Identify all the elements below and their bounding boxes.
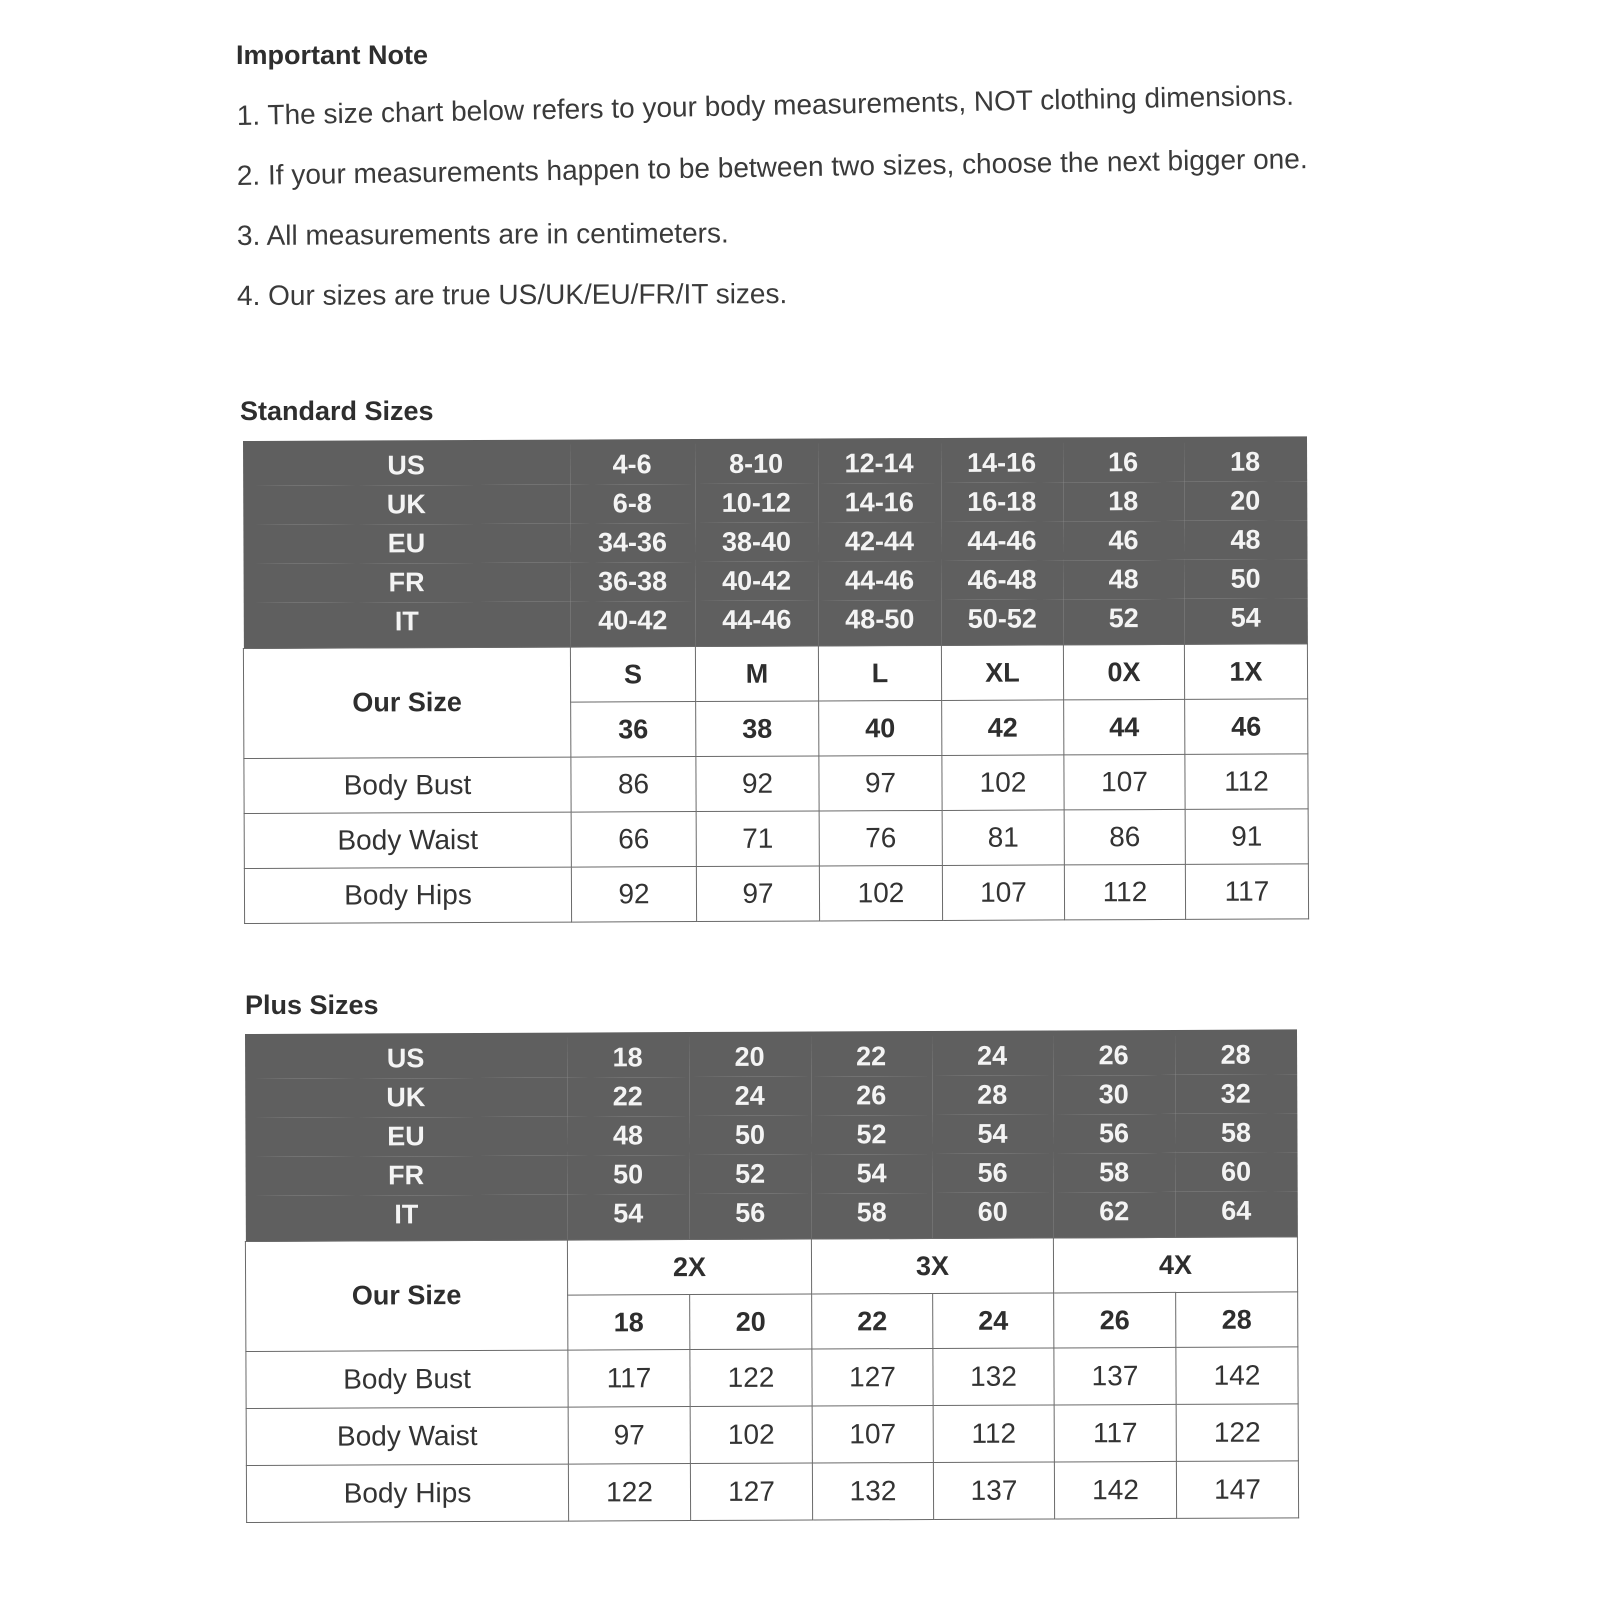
region-value: 26: [811, 1076, 932, 1116]
region-value: 22: [567, 1077, 689, 1117]
letter-size: L: [818, 645, 941, 701]
body-waist-row: [246, 1404, 1298, 1466]
region-value: 44-46: [695, 600, 818, 646]
measurement-value: 107: [1064, 754, 1185, 810]
plus-sizes-title: Plus Sizes: [245, 990, 379, 1020]
measurement-value: 71: [696, 811, 819, 867]
measurement-value: 97: [696, 866, 819, 922]
measurement-value: 97: [819, 755, 942, 811]
body-bust-row: [246, 1347, 1298, 1409]
standard-sizes-title: Standard Sizes: [240, 396, 434, 426]
region-value: 50: [1184, 559, 1307, 599]
region-value: 20: [1184, 481, 1307, 521]
region-value: 50-52: [941, 599, 1063, 645]
letter-size: XL: [941, 645, 1063, 701]
measurement-value: 122: [690, 1349, 812, 1407]
region-label: US: [245, 1033, 567, 1079]
measurement-value: 86: [1064, 809, 1185, 865]
region-value: 54: [932, 1114, 1053, 1154]
region-value: 58: [1053, 1153, 1175, 1193]
region-row-eu: [243, 520, 1307, 564]
region-label: EU: [245, 1117, 567, 1157]
measurement-value: 112: [933, 1405, 1054, 1463]
measurement-value: 102: [942, 755, 1064, 811]
letter-size: 1X: [1184, 644, 1307, 700]
numeric-size: 38: [696, 701, 819, 757]
important-note-list: [236, 79, 1308, 336]
numeric-size: 46: [1185, 699, 1308, 755]
region-value: 48: [567, 1116, 689, 1156]
region-value: 54: [1184, 598, 1307, 644]
measurement-value: 132: [933, 1348, 1054, 1406]
letter-size-row: [245, 1237, 1297, 1297]
numeric-size: 22: [812, 1293, 933, 1349]
region-row-uk: [245, 1074, 1297, 1118]
region-value: 48: [1184, 520, 1307, 560]
region-value: 22: [810, 1031, 931, 1077]
measurement-label: Body Hips: [244, 867, 571, 923]
region-value: 58: [811, 1193, 932, 1239]
region-value: 50: [567, 1155, 689, 1195]
our-size-label: Our Size: [243, 647, 570, 758]
note-item-2: 2. If your measurements happen to be between two sizes, choose the next bigger one.: [236, 143, 1308, 191]
region-value: 42-44: [818, 522, 941, 562]
measurement-value: 86: [571, 757, 696, 813]
measurement-value: 107: [942, 865, 1064, 921]
region-label: UK: [243, 485, 570, 525]
region-row-us: [243, 436, 1307, 486]
measurement-value: 112: [1064, 864, 1185, 920]
standard-size-table: [242, 436, 1309, 924]
region-label: EU: [243, 524, 570, 564]
region-value: 46: [1063, 521, 1184, 561]
letter-size: M: [695, 646, 818, 702]
body-bust-row: [244, 754, 1308, 814]
region-row-fr: [243, 559, 1307, 603]
measurement-value: 127: [812, 1348, 933, 1406]
measurement-value: 117: [1185, 864, 1308, 920]
region-value: 44-46: [941, 521, 1063, 561]
region-value: 40-42: [695, 561, 818, 601]
measurement-value: 97: [568, 1407, 690, 1465]
important-note-title: Important Note: [236, 40, 428, 70]
region-value: 16: [1062, 437, 1183, 483]
measurement-value: 102: [819, 865, 942, 921]
measurement-value: 137: [933, 1462, 1054, 1520]
region-value: 36-38: [570, 562, 695, 602]
numeric-size: 44: [1064, 699, 1185, 755]
region-value: 52: [689, 1155, 811, 1195]
measurement-value: 92: [696, 756, 819, 812]
numeric-size: 40: [819, 700, 942, 756]
region-value: 54: [567, 1194, 689, 1240]
region-row-it: [245, 1191, 1297, 1241]
numeric-size: 36: [571, 702, 696, 758]
region-value: 24: [689, 1077, 811, 1117]
measurement-value: 76: [819, 810, 942, 866]
region-value: 28: [1174, 1029, 1296, 1075]
measurement-value: 122: [568, 1464, 690, 1522]
note-item-1: 1. The size chart below refers to your body measurements, NOT clothing dimensions.: [236, 79, 1295, 131]
measurement-value: 117: [568, 1350, 690, 1408]
region-value: 18: [1063, 482, 1184, 522]
letter-size: 4X: [1053, 1237, 1297, 1293]
letter-size: 2X: [567, 1239, 811, 1295]
measurement-value: 122: [1176, 1404, 1298, 1462]
region-label: IT: [245, 1195, 567, 1242]
region-value: 26: [1052, 1030, 1174, 1076]
note-item-3: 3. All measurements are in centimeters.: [236, 217, 729, 251]
note-item-4: 4. Our sizes are true US/UK/EU/FR/IT sizes.: [236, 278, 788, 311]
region-value: 38-40: [695, 522, 818, 562]
numeric-size: 20: [690, 1294, 812, 1350]
region-value: 40-42: [570, 601, 695, 647]
region-value: 46-48: [941, 560, 1063, 600]
region-row-fr: [245, 1152, 1297, 1196]
region-value: 60: [932, 1192, 1053, 1238]
region-value: 6-8: [570, 484, 695, 524]
letter-size: 0X: [1063, 644, 1184, 700]
region-label: FR: [245, 1156, 567, 1196]
body-waist-row: [244, 809, 1308, 869]
measurement-label: Body Waist: [246, 1407, 568, 1465]
measurement-value: 142: [1176, 1347, 1298, 1405]
region-value: 52: [1063, 599, 1184, 645]
our-size-label: Our Size: [245, 1240, 567, 1351]
region-value: 4-6: [569, 439, 694, 485]
plus-size-table: [244, 1029, 1299, 1523]
numeric-size: 24: [933, 1293, 1054, 1349]
measurement-value: 142: [1054, 1461, 1176, 1519]
region-value: 28: [932, 1075, 1053, 1115]
region-value: 52: [811, 1115, 932, 1155]
region-value: 34-36: [570, 523, 695, 563]
region-value: 8-10: [694, 438, 817, 484]
region-row-eu: [245, 1113, 1297, 1157]
letter-size: S: [570, 647, 695, 703]
region-value: 16-18: [941, 482, 1063, 522]
region-value: 62: [1053, 1192, 1175, 1238]
measurement-value: 102: [690, 1406, 812, 1464]
measurement-label: Body Bust: [246, 1350, 568, 1408]
region-value: 48-50: [818, 600, 941, 646]
measurement-value: 137: [1054, 1347, 1176, 1405]
measurement-label: Body Waist: [244, 812, 571, 868]
region-value: 30: [1053, 1075, 1175, 1115]
region-label: UK: [245, 1078, 567, 1118]
region-value: 12-14: [817, 438, 940, 484]
measurement-value: 112: [1185, 754, 1308, 810]
numeric-size: 42: [942, 700, 1064, 756]
measurement-value: 127: [690, 1463, 812, 1521]
region-value: 56: [689, 1194, 811, 1240]
region-value: 44-46: [818, 561, 941, 601]
region-value: 32: [1175, 1074, 1297, 1114]
region-value: 14-16: [940, 437, 1062, 483]
measurement-value: 147: [1176, 1461, 1298, 1519]
letter-size-row: [243, 644, 1307, 704]
region-value: 50: [689, 1116, 811, 1156]
measurement-value: 107: [812, 1405, 933, 1463]
region-value: 14-16: [818, 483, 941, 523]
region-label: US: [243, 440, 570, 486]
measurement-value: 91: [1185, 809, 1308, 865]
numeric-size: 26: [1054, 1292, 1176, 1348]
region-value: 56: [1053, 1114, 1175, 1154]
measurement-value: 81: [942, 810, 1064, 866]
numeric-size: 18: [568, 1295, 690, 1351]
measurement-label: Body Bust: [244, 757, 571, 813]
region-value: 10-12: [695, 483, 818, 523]
region-value: 20: [688, 1032, 810, 1078]
region-row-us: [245, 1029, 1297, 1079]
region-value: 56: [932, 1153, 1053, 1193]
region-row-uk: [243, 481, 1307, 525]
measurement-value: 66: [571, 812, 696, 868]
region-value: 58: [1175, 1113, 1297, 1153]
body-hips-row: [244, 864, 1308, 924]
region-value: 60: [1175, 1152, 1297, 1192]
region-value: 64: [1175, 1191, 1297, 1237]
measurement-label: Body Hips: [246, 1464, 568, 1522]
body-hips-row: [246, 1461, 1298, 1523]
measurement-value: 132: [812, 1462, 933, 1520]
region-value: 18: [1183, 436, 1306, 482]
region-label: IT: [243, 602, 570, 649]
measurement-value: 92: [571, 867, 696, 923]
numeric-size: 28: [1176, 1292, 1298, 1348]
letter-size: 3X: [811, 1238, 1053, 1294]
region-value: 54: [811, 1154, 932, 1194]
measurement-value: 117: [1054, 1404, 1176, 1462]
region-value: 18: [566, 1032, 688, 1078]
region-value: 48: [1063, 560, 1184, 600]
region-label: FR: [243, 563, 570, 603]
region-value: 24: [931, 1030, 1052, 1076]
region-row-it: [243, 598, 1307, 648]
